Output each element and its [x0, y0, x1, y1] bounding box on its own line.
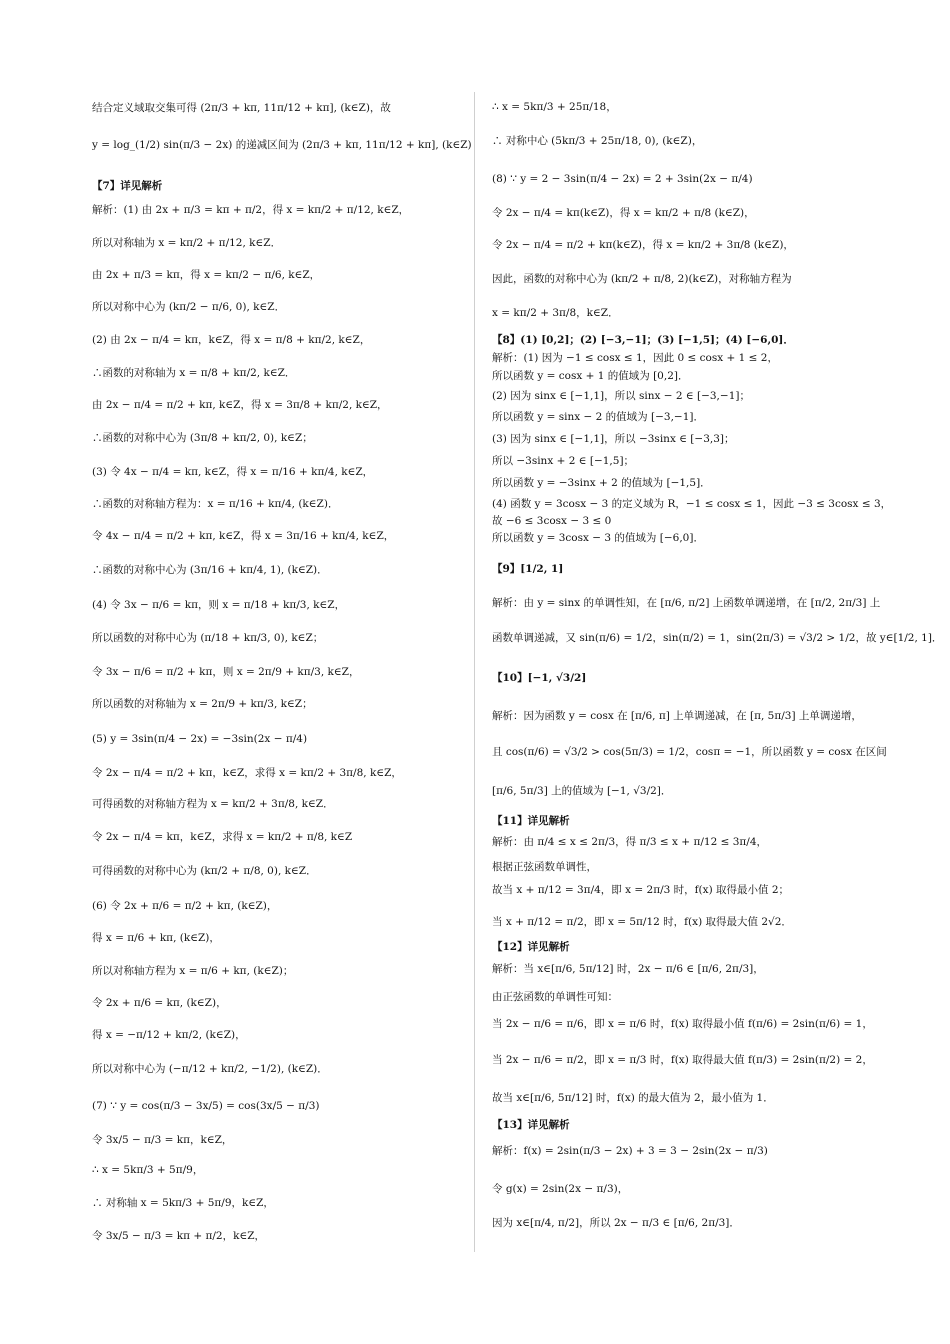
text-line: 得 x = π/6 + kπ, (k∈Z)，: [92, 932, 220, 944]
text-line: ∴ x = 5kπ/3 + 25π/18，: [492, 101, 617, 113]
text-line: ∴ 对称中心 (5kπ/3 + 25π/18, 0), (k∈Z)，: [492, 135, 703, 147]
problem-heading: 【8】(1) [0,2]；(2) [−3,−1]；(3) [−1,5]；(4) [−6,0]．: [492, 334, 794, 346]
text-line: 故当 x∈[π/6, 5π/12] 时，f(x) 的最大值为 2，最小值为 1．: [492, 1092, 774, 1104]
text-line: 由 2x + π/3 = kπ，得 x = kπ/2 − π/6, k∈Z，: [92, 269, 321, 281]
text-line: (6) 令 2x + π/6 = π/2 + kπ, (k∈Z)，: [92, 900, 278, 912]
text-line: ∴ x = 5kπ/3 + 5π/9，: [92, 1164, 204, 1176]
text-line: 所以函数的对称中心为 (π/18 + kπ/3, 0), k∈Z；: [92, 632, 324, 644]
text-line: 且 cos(π/6) = √3/2 > cos(5π/3) = 1/2，cosπ = −1，所以函数 y = cosx 在区间: [492, 746, 887, 758]
text-line: 解析：由 y = sinx 的单调性知，在 [π/6, π/2] 上函数单调递增，在 [π/2, 2π/3] 上: [492, 597, 881, 609]
text-line: 令 2x − π/4 = kπ，k∈Z，求得 x = kπ/2 + π/8, k∈Z: [92, 831, 353, 843]
text-line: ∴函数的对称中心为 (3π/16 + kπ/4, 1), (k∈Z)．: [92, 564, 328, 576]
text-line: [π/6, 5π/3] 上的值域为 [−1, √3/2]．: [492, 785, 672, 797]
text-line: x = kπ/2 + 3π/8，k∈Z．: [492, 307, 619, 319]
text-line: 解析：(1) 因为 −1 ≤ cosx ≤ 1，因此 0 ≤ cosx + 1 ≤ 2，: [492, 352, 778, 364]
text-line: 当 2x − π/6 = π/2，即 x = π/3 时，f(x) 取得最大值 f(π/3) = 2sin(π/2) = 2，: [492, 1054, 873, 1066]
text-line: 解析：由 π/4 ≤ x ≤ 2π/3，得 π/3 ≤ x + π/12 ≤ 3π/4，: [492, 836, 768, 848]
text-line: 可得函数的对称中心为 (kπ/2 + π/8, 0), k∈Z．: [92, 865, 317, 877]
text-line: (3) 令 4x − π/4 = kπ, k∈Z，得 x = π/16 + kπ/4, k∈Z，: [92, 466, 374, 478]
text-line: 所以函数 y = sinx − 2 的值域为 [−3,−1]．: [492, 411, 704, 423]
text-line: 解析：因为函数 y = cosx 在 [π/6, π] 上单调递减，在 [π, 5π/3] 上单调递增，: [492, 710, 862, 722]
text-line: 令 2x − π/4 = π/2 + kπ，k∈Z，求得 x = kπ/2 + 3π/8, k∈Z，: [92, 767, 402, 779]
problem-heading: 【10】[−1, √3/2]: [492, 672, 587, 684]
text-line: 令 4x − π/4 = π/2 + kπ, k∈Z，得 x = 3π/16 + kπ/4, k∈Z，: [92, 530, 395, 542]
text-line: ∴函数的对称中心为 (3π/8 + kπ/2, 0), k∈Z；: [92, 432, 313, 444]
text-line: 所以对称轴为 x = kπ/2 + π/12, k∈Z．: [92, 237, 282, 249]
text-line: ∴函数的对称轴为 x = π/8 + kπ/2, k∈Z．: [92, 367, 296, 379]
text-line: 解析：f(x) = 2sin(π/3 − 2x) + 3 = 3 − 2sin(2x − π/3): [492, 1145, 768, 1157]
text-line: 当 2x − π/6 = π/6，即 x = π/6 时，f(x) 取得最小值 f(π/6) = 2sin(π/6) = 1，: [492, 1018, 873, 1030]
text-line: (2) 由 2x − π/4 = kπ，k∈Z，得 x = π/8 + kπ/2, k∈Z，: [92, 334, 371, 346]
text-line: 令 3x − π/6 = π/2 + kπ，则 x = 2π/9 + kπ/3, k∈Z，: [92, 666, 360, 678]
text-line: 可得函数的对称轴方程为 x = kπ/2 + 3π/8, k∈Z．: [92, 798, 334, 810]
problem-heading: 【13】详见解析: [492, 1119, 570, 1131]
text-line: 故当 x + π/12 = 3π/4，即 x = 2π/3 时，f(x) 取得最小值 2；: [492, 884, 790, 896]
text-line: 由正弦函数的单调性可知：: [492, 991, 618, 1003]
text-line: 所以 −3sinx + 2 ∈ [−1,5]；: [492, 455, 635, 467]
text-line: 因此，函数的对称中心为 (kπ/2 + π/8, 2)(k∈Z)，对称轴方程为: [492, 273, 792, 285]
text-line: 得 x = −π/12 + kπ/2, (k∈Z)，: [92, 1029, 246, 1041]
text-line: 解析：(1) 由 2x + π/3 = kπ + π/2，得 x = kπ/2 + π/12, k∈Z，: [92, 204, 410, 216]
text-line: 所以函数的对称轴为 x = 2π/9 + kπ/3, k∈Z；: [92, 698, 313, 710]
text-line: 因为 x∈[π/4, π/2]，所以 2x − π/3 ∈ [π/6, 2π/3]．: [492, 1217, 740, 1229]
column-divider: [474, 92, 475, 1252]
text-line: 令 2x − π/4 = π/2 + kπ(k∈Z)，得 x = kπ/2 + 3π/8 (k∈Z)，: [492, 239, 794, 251]
text-line: 令 2x + π/6 = kπ, (k∈Z)，: [92, 997, 227, 1009]
text-line: 所以对称中心为 (kπ/2 − π/6, 0), k∈Z．: [92, 301, 286, 313]
text-line: (3) 因为 sinx ∈ [−1,1]，所以 −3sinx ∈ [−3,3]；: [492, 433, 735, 445]
text-line: 解析：当 x∈[π/6, 5π/12] 时，2x − π/6 ∈ [π/6, 2π/3]，: [492, 963, 764, 975]
problem-heading: 【11】详见解析: [492, 815, 570, 827]
text-line: 结合定义域取交集可得 (2π/3 + kπ, 11π/12 + kπ], (k∈Z)，故: [92, 102, 391, 114]
text-line: 令 2x − π/4 = kπ(k∈Z)，得 x = kπ/2 + π/8 (k∈Z)，: [492, 207, 755, 219]
text-line: (5) y = 3sin(π/4 − 2x) = −3sin(2x − π/4): [92, 733, 308, 745]
text-line: (4) 令 3x − π/6 = kπ，则 x = π/18 + kπ/3, k∈Z，: [92, 599, 346, 611]
text-line: 令 3x/5 − π/3 = kπ + π/2，k∈Z，: [92, 1230, 266, 1242]
text-line: 故 −6 ≤ 3cosx − 3 ≤ 0: [492, 515, 612, 527]
text-line: 函数单调递减，又 sin(π/6) = 1/2，sin(π/2) = 1，sin(2π/3) = √3/2 > 1/2，故 y∈[1/2, 1]．: [492, 632, 943, 644]
text-line: (2) 因为 sinx ∈ [−1,1]，所以 sinx − 2 ∈ [−3,−1]；: [492, 390, 750, 402]
text-line: ∴函数的对称轴方程为：x = π/16 + kπ/4, (k∈Z)．: [92, 498, 339, 510]
text-line: 当 x + π/12 = π/2，即 x = 5π/12 时，f(x) 取得最大值 2√2．: [492, 916, 792, 928]
text-line: 令 3x/5 − π/3 = kπ，k∈Z，: [92, 1134, 233, 1146]
text-line: 所以对称轴方程为 x = π/6 + kπ, (k∈Z)；: [92, 965, 294, 977]
problem-heading: 【7】详见解析: [92, 180, 163, 192]
text-line: (4) 函数 y = 3cosx − 3 的定义域为 R，−1 ≤ cosx ≤ 1，因此 −3 ≤ 3cosx ≤ 3，: [492, 498, 892, 510]
text-line: 由 2x − π/4 = π/2 + kπ, k∈Z，得 x = 3π/8 + kπ/2, k∈Z，: [92, 399, 388, 411]
text-line: ∴ 对称轴 x = 5kπ/3 + 5π/9，k∈Z，: [92, 1197, 274, 1209]
text-line: 所以函数 y = 3cosx − 3 的值域为 [−6,0]．: [492, 532, 704, 544]
text-line: (8) ∵ y = 2 − 3sin(π/4 − 2x) = 2 + 3sin(2x − π/4): [492, 173, 753, 185]
text-line: 令 g(x) = 2sin(2x − π/3)，: [492, 1183, 629, 1195]
problem-heading: 【9】[1/2, 1]: [492, 563, 564, 575]
text-line: 所以函数 y = −3sinx + 2 的值域为 [−1,5]．: [492, 477, 711, 489]
text-line: 所以对称中心为 (−π/12 + kπ/2, −1/2), (k∈Z)．: [92, 1063, 328, 1075]
text-line: 所以函数 y = cosx + 1 的值域为 [0,2]．: [492, 370, 689, 382]
text-line: (7) ∵ y = cos(π/3 − 3x/5) = cos(3x/5 − π/3): [92, 1100, 320, 1112]
text-line: y = log_(1/2) sin(π/3 − 2x) 的递减区间为 (2π/3 + kπ, 11π/12 + kπ], (k∈Z): [92, 139, 472, 151]
problem-heading: 【12】详见解析: [492, 941, 570, 953]
text-line: 根据正弦函数单调性，: [492, 861, 597, 873]
